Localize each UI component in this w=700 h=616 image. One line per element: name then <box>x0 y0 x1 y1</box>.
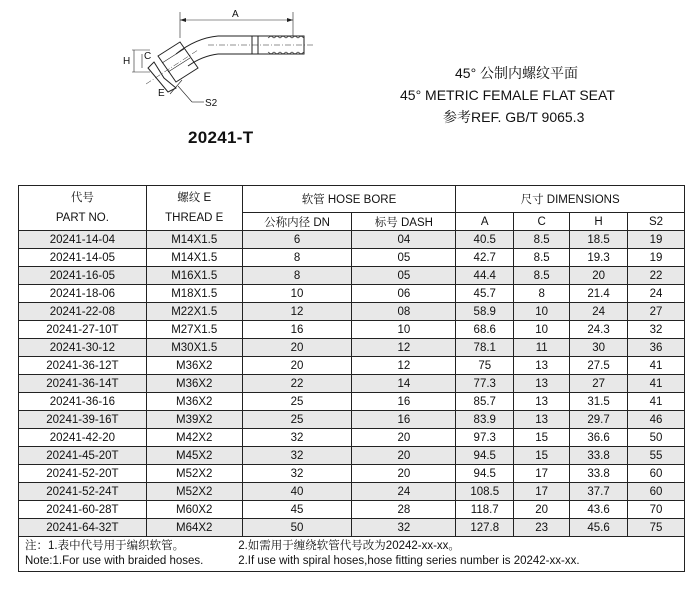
cell-a: 58.9 <box>456 303 514 321</box>
cell-s2: 19 <box>628 231 685 249</box>
header-s2: S2 <box>628 213 685 231</box>
cell-part-no: 20241-14-05 <box>19 249 147 267</box>
cell-dn: 22 <box>242 375 352 393</box>
cell-h: 20 <box>570 267 628 285</box>
cell-s2: 36 <box>628 339 685 357</box>
heading-line-ref: 参考REF. GB/T 9065.3 <box>443 109 585 125</box>
table-row <box>19 519 685 537</box>
cell-s2: 41 <box>628 375 685 393</box>
cell-h: 18.5 <box>570 231 628 249</box>
header-h: H <box>570 213 628 231</box>
cell-a: 42.7 <box>456 249 514 267</box>
cell-dn: 10 <box>242 285 352 303</box>
cell-thread: M60X2 <box>146 501 242 519</box>
cell-s2: 27 <box>628 303 685 321</box>
cell-a: 97.3 <box>456 429 514 447</box>
cell-c: 13 <box>514 357 570 375</box>
cell-s2: 24 <box>628 285 685 303</box>
cell-dn: 40 <box>242 483 352 501</box>
fitting-drawing <box>118 8 318 120</box>
cell-h: 36.6 <box>570 429 628 447</box>
cell-c: 15 <box>514 429 570 447</box>
cell-part-no: 20241-42-20 <box>19 429 147 447</box>
cell-a: 44.4 <box>456 267 514 285</box>
cell-part-no: 20241-18-06 <box>19 285 147 303</box>
cell-a: 45.7 <box>456 285 514 303</box>
cell-thread: M39X2 <box>146 411 242 429</box>
cell-a: 83.9 <box>456 411 514 429</box>
cell-a: 85.7 <box>456 393 514 411</box>
table-row <box>19 321 685 339</box>
cell-c: 8.5 <box>514 231 570 249</box>
cell-h: 33.8 <box>570 465 628 483</box>
cell-a: 127.8 <box>456 519 514 537</box>
spec-table-body <box>19 231 685 537</box>
cell-a: 94.5 <box>456 447 514 465</box>
label-a: A <box>232 9 239 20</box>
cell-c: 13 <box>514 375 570 393</box>
cell-dn: 50 <box>242 519 352 537</box>
header-thread-en: THREAD E <box>165 212 224 224</box>
cell-s2: 22 <box>628 267 685 285</box>
cell-s2: 60 <box>628 483 685 501</box>
cell-dash: 06 <box>352 285 456 303</box>
note-2-cn: 2.如需用于缠绕软管代号改为20242-xx-xx。 <box>238 540 460 552</box>
cell-thread: M14X1.5 <box>146 231 242 249</box>
spec-table <box>18 185 685 572</box>
cell-h: 19.3 <box>570 249 628 267</box>
cell-part-no: 20241-52-20T <box>19 465 147 483</box>
table-row <box>19 267 685 285</box>
header-part-en: PART NO. <box>55 212 109 224</box>
cell-dash: 20 <box>352 429 456 447</box>
cell-h: 24 <box>570 303 628 321</box>
cell-h: 33.8 <box>570 447 628 465</box>
cell-dn: 6 <box>242 231 352 249</box>
cell-part-no: 20241-36-12T <box>19 357 147 375</box>
cell-thread: M42X2 <box>146 429 242 447</box>
cell-dn: 32 <box>242 429 352 447</box>
cell-thread: M36X2 <box>146 393 242 411</box>
table-row <box>19 375 685 393</box>
cell-part-no: 20241-27-10T <box>19 321 147 339</box>
cell-dn: 12 <box>242 303 352 321</box>
cell-c: 17 <box>514 465 570 483</box>
cell-dash: 14 <box>352 375 456 393</box>
cell-dash: 32 <box>352 519 456 537</box>
cell-dash: 12 <box>352 339 456 357</box>
cell-c: 17 <box>514 483 570 501</box>
cell-h: 31.5 <box>570 393 628 411</box>
table-row <box>19 465 685 483</box>
cell-h: 24.3 <box>570 321 628 339</box>
header-thread <box>146 186 242 231</box>
table-row <box>19 249 685 267</box>
cell-dash: 08 <box>352 303 456 321</box>
cell-h: 21.4 <box>570 285 628 303</box>
cell-a: 94.5 <box>456 465 514 483</box>
label-s2: S2 <box>205 98 218 109</box>
cell-dash: 16 <box>352 411 456 429</box>
table-row <box>19 483 685 501</box>
cell-thread: M36X2 <box>146 375 242 393</box>
header-part-no <box>19 186 147 231</box>
cell-c: 20 <box>514 501 570 519</box>
cell-a: 77.3 <box>456 375 514 393</box>
table-notes <box>19 537 685 572</box>
cell-h: 27.5 <box>570 357 628 375</box>
table-row <box>19 357 685 375</box>
cell-thread: M27X1.5 <box>146 321 242 339</box>
heading-line-en: 45° METRIC FEMALE FLAT SEAT <box>400 87 615 103</box>
cell-s2: 19 <box>628 249 685 267</box>
cell-dn: 8 <box>242 267 352 285</box>
cell-dash: 04 <box>352 231 456 249</box>
cell-thread: M22X1.5 <box>146 303 242 321</box>
cell-dash: 16 <box>352 393 456 411</box>
cell-thread: M14X1.5 <box>146 249 242 267</box>
heading-line-cn: 45° 公制内螺纹平面 <box>455 65 579 81</box>
cell-s2: 70 <box>628 501 685 519</box>
header-c: C <box>514 213 570 231</box>
cell-c: 15 <box>514 447 570 465</box>
cell-thread: M36X2 <box>146 357 242 375</box>
cell-dash: 28 <box>352 501 456 519</box>
cell-s2: 41 <box>628 357 685 375</box>
cell-c: 13 <box>514 393 570 411</box>
cell-part-no: 20241-36-16 <box>19 393 147 411</box>
cell-part-no: 20241-52-24T <box>19 483 147 501</box>
header-dash: 标号 DASH <box>352 213 456 231</box>
cell-thread: M30X1.5 <box>146 339 242 357</box>
table-row <box>19 231 685 249</box>
cell-a: 68.6 <box>456 321 514 339</box>
cell-a: 40.5 <box>456 231 514 249</box>
cell-part-no: 20241-22-08 <box>19 303 147 321</box>
header-a: A <box>456 213 514 231</box>
cell-s2: 55 <box>628 447 685 465</box>
note-2-en: 2.If use with spiral hoses,hose fitting series number is 20242-xx-xx. <box>238 555 580 567</box>
cell-part-no: 20241-36-14T <box>19 375 147 393</box>
header-dn: 公称内径 DN <box>242 213 352 231</box>
note-1-en: Note:1.For use with braided hoses. <box>25 555 204 567</box>
label-h: H <box>123 56 131 67</box>
cell-s2: 46 <box>628 411 685 429</box>
header-hose-bore: 软管 HOSE BORE <box>242 186 456 213</box>
cell-s2: 75 <box>628 519 685 537</box>
cell-h: 27 <box>570 375 628 393</box>
cell-dash: 24 <box>352 483 456 501</box>
cell-part-no: 20241-39-16T <box>19 411 147 429</box>
cell-dash: 12 <box>352 357 456 375</box>
header-thread-cn: 螺纹 E <box>177 192 212 204</box>
cell-dn: 25 <box>242 411 352 429</box>
cell-thread: M64X2 <box>146 519 242 537</box>
cell-dn: 20 <box>242 357 352 375</box>
cell-thread: M52X2 <box>146 465 242 483</box>
cell-c: 8.5 <box>514 267 570 285</box>
cell-a: 108.5 <box>456 483 514 501</box>
table-row <box>19 411 685 429</box>
cell-h: 30 <box>570 339 628 357</box>
label-e: E <box>158 88 165 99</box>
header-dimensions: 尺寸 DIMENSIONS <box>456 186 685 213</box>
cell-h: 45.6 <box>570 519 628 537</box>
cell-thread: M52X2 <box>146 483 242 501</box>
cell-s2: 41 <box>628 393 685 411</box>
cell-a: 78.1 <box>456 339 514 357</box>
table-row <box>19 339 685 357</box>
cell-dn: 45 <box>242 501 352 519</box>
cell-dash: 20 <box>352 465 456 483</box>
cell-c: 11 <box>514 339 570 357</box>
cell-dn: 8 <box>242 249 352 267</box>
cell-s2: 32 <box>628 321 685 339</box>
table-row <box>19 393 685 411</box>
cell-c: 8.5 <box>514 249 570 267</box>
cell-part-no: 20241-14-04 <box>19 231 147 249</box>
cell-h: 37.7 <box>570 483 628 501</box>
part-code: 20241-T <box>188 128 254 147</box>
cell-c: 8 <box>514 285 570 303</box>
cell-part-no: 20241-30-12 <box>19 339 147 357</box>
label-c: C <box>144 51 152 62</box>
cell-dn: 20 <box>242 339 352 357</box>
table-row <box>19 501 685 519</box>
cell-c: 10 <box>514 321 570 339</box>
cell-part-no: 20241-64-32T <box>19 519 147 537</box>
fitting-heading <box>400 62 660 128</box>
cell-part-no: 20241-60-28T <box>19 501 147 519</box>
cell-c: 13 <box>514 411 570 429</box>
cell-h: 29.7 <box>570 411 628 429</box>
cell-dn: 16 <box>242 321 352 339</box>
note-1-cn: 注：1.表中代号用于编织软管。 <box>25 540 185 552</box>
table-row <box>19 429 685 447</box>
cell-h: 43.6 <box>570 501 628 519</box>
table-row <box>19 447 685 465</box>
cell-thread: M16X1.5 <box>146 267 242 285</box>
cell-dash: 05 <box>352 249 456 267</box>
cell-part-no: 20241-16-05 <box>19 267 147 285</box>
cell-s2: 50 <box>628 429 685 447</box>
table-row <box>19 303 685 321</box>
cell-a: 118.7 <box>456 501 514 519</box>
cell-dn: 32 <box>242 465 352 483</box>
cell-dash: 10 <box>352 321 456 339</box>
cell-dash: 05 <box>352 267 456 285</box>
cell-thread: M18X1.5 <box>146 285 242 303</box>
cell-a: 75 <box>456 357 514 375</box>
table-row <box>19 285 685 303</box>
cell-c: 23 <box>514 519 570 537</box>
cell-c: 10 <box>514 303 570 321</box>
cell-thread: M45X2 <box>146 447 242 465</box>
cell-dn: 25 <box>242 393 352 411</box>
cell-dash: 20 <box>352 447 456 465</box>
cell-s2: 60 <box>628 465 685 483</box>
header-part-cn: 代号 <box>70 192 94 204</box>
cell-dn: 32 <box>242 447 352 465</box>
cell-part-no: 20241-45-20T <box>19 447 147 465</box>
